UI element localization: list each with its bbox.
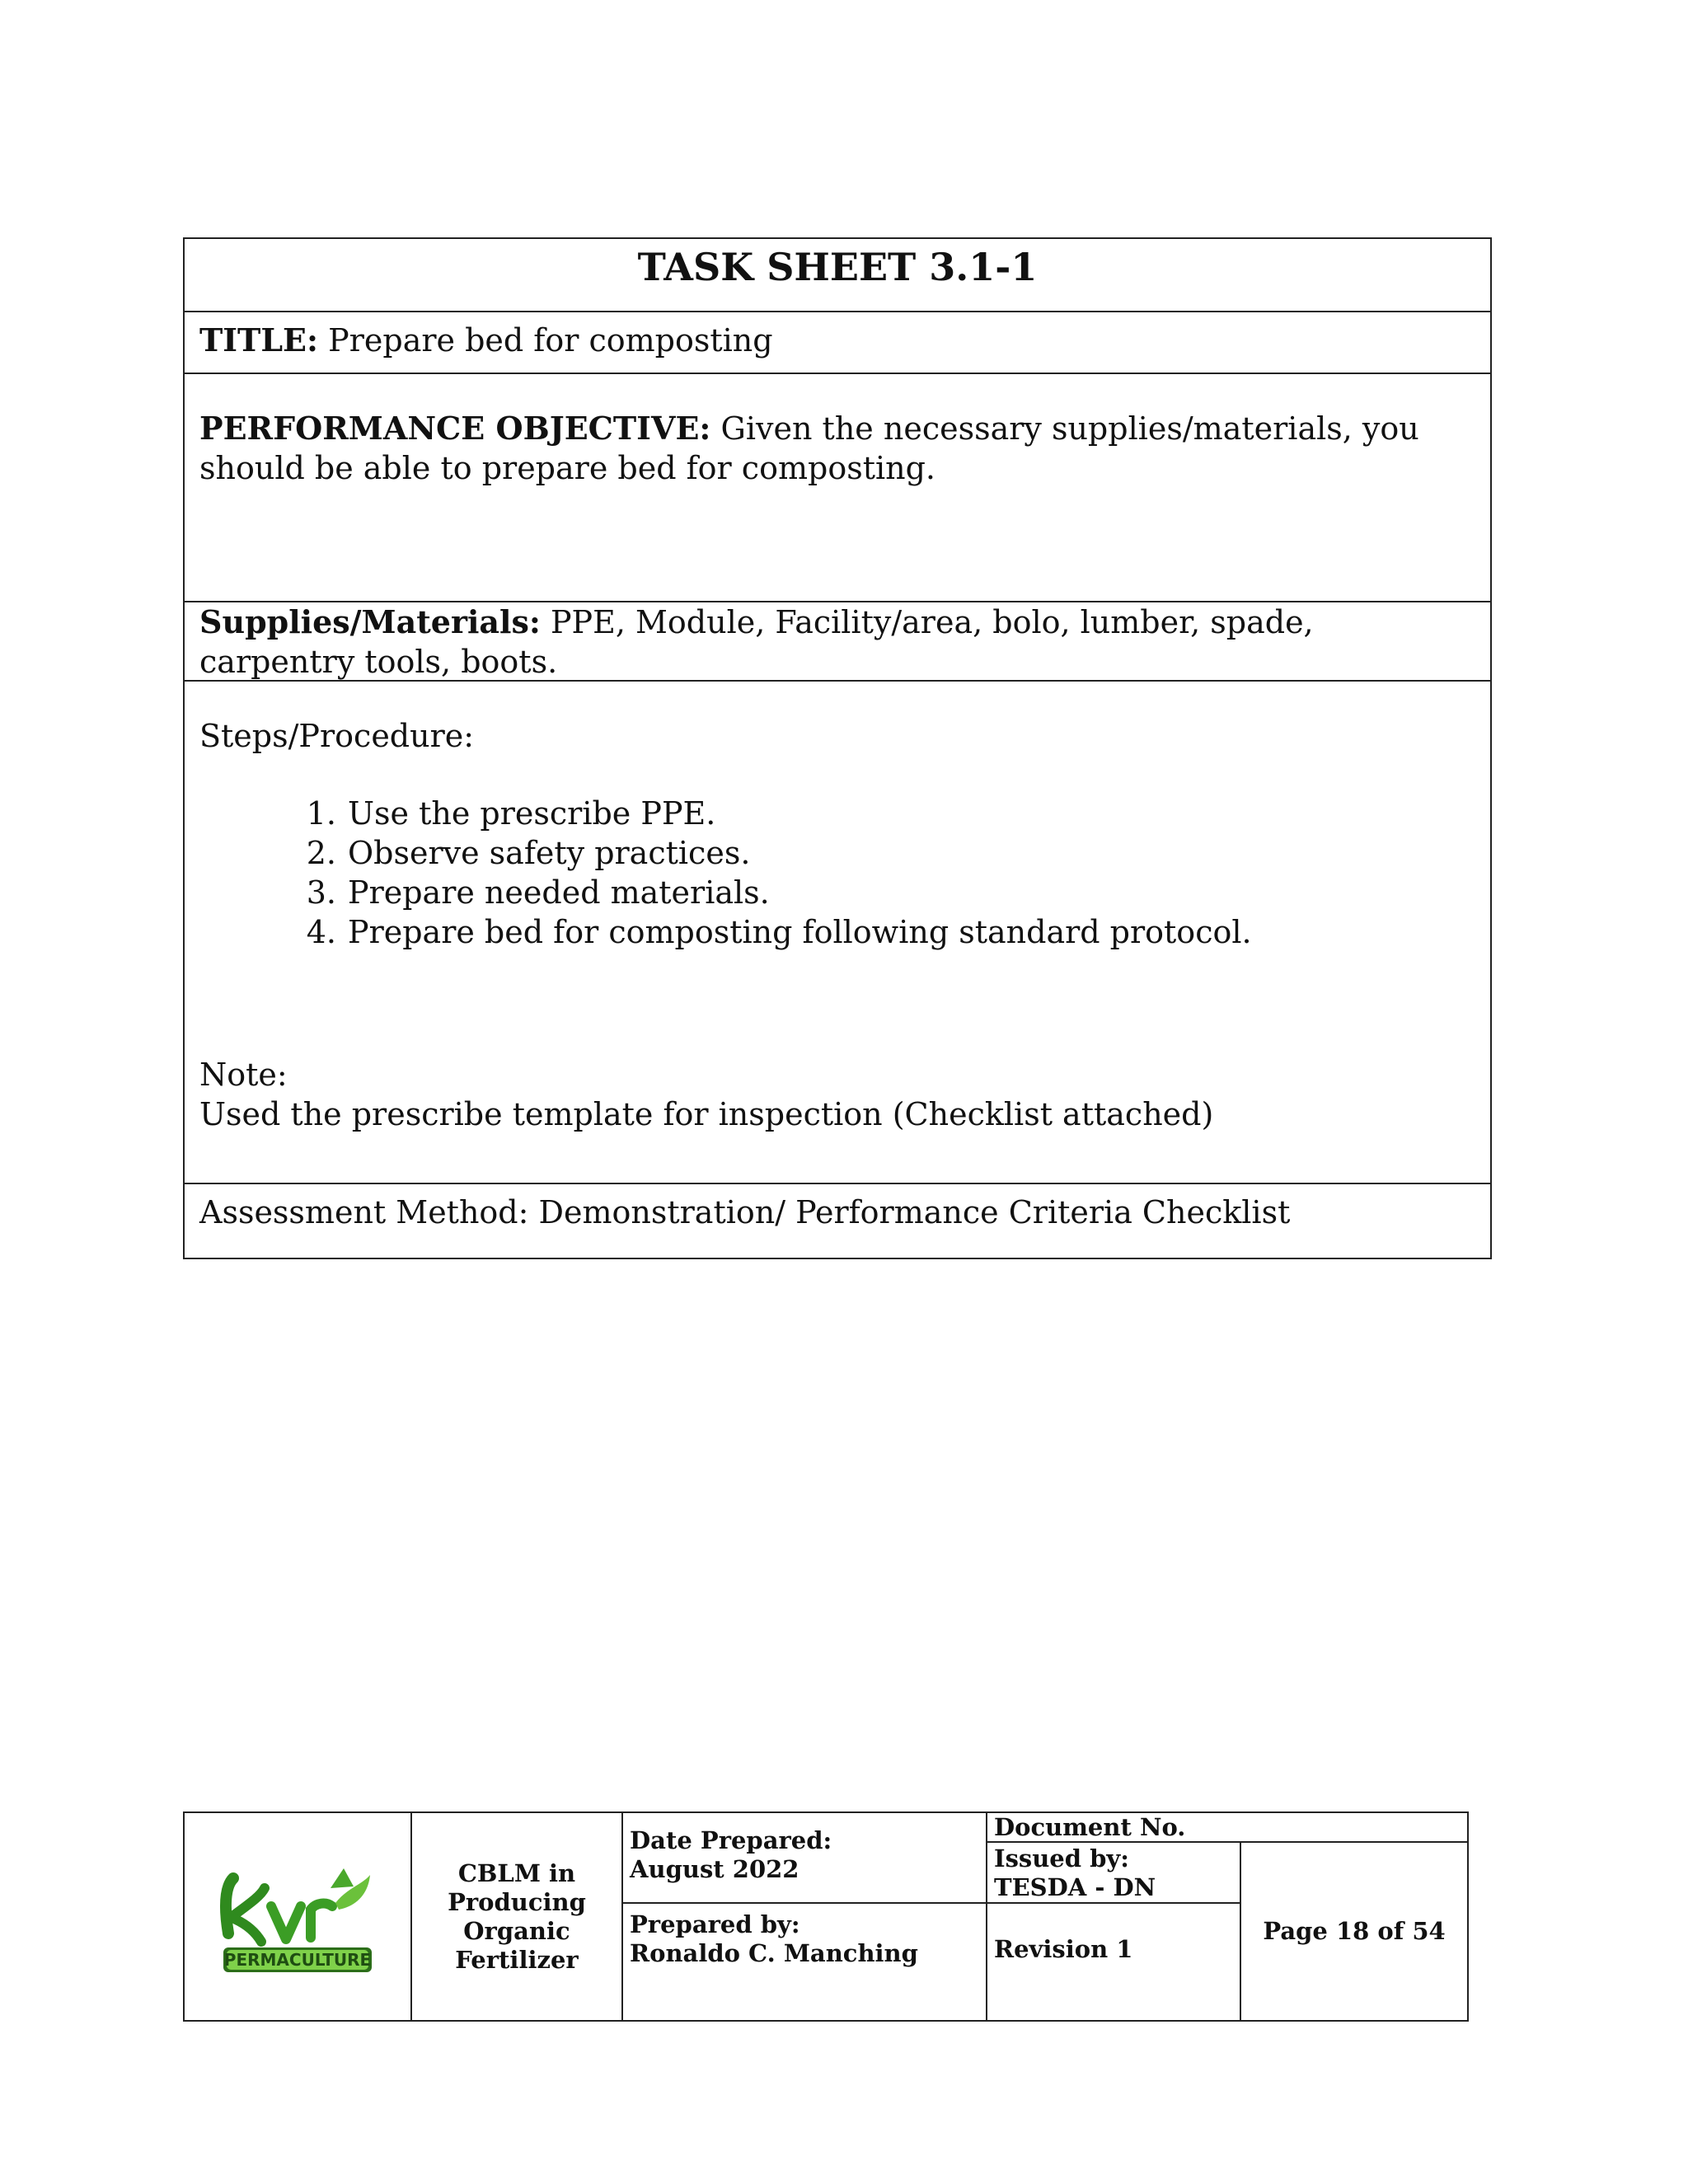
revision-label: Revision 1: [994, 1935, 1133, 1963]
title-row: [185, 312, 1490, 374]
cblm-line: Producing: [448, 1887, 586, 1916]
objective-label: PERFORMANCE OBJECTIVE:: [199, 410, 711, 447]
steps-row: [185, 682, 1490, 1184]
step-text: Prepare bed for composting following standard protocol.: [348, 914, 1252, 950]
title-label: TITLE:: [199, 321, 319, 359]
task-sheet-table: [183, 237, 1492, 1259]
steps-list: [199, 794, 1475, 952]
list-item: [199, 833, 1475, 873]
svg-text:PERMACULTURE: PERMACULTURE: [223, 1949, 372, 1970]
objective-text-line1: Given the necessary supplies/materials, you: [720, 410, 1419, 447]
step-number: 1.: [306, 795, 336, 832]
cblm-line: Fertilizer: [455, 1945, 579, 1974]
list-item: [199, 912, 1475, 952]
task-sheet-heading: TASK SHEET 3.1-1: [185, 239, 1490, 312]
date-prepared-label: Date Prepared:: [630, 1826, 832, 1854]
step-number: 2.: [306, 835, 336, 871]
step-number: 3.: [306, 874, 336, 911]
supplies-label: Supplies/Materials:: [199, 603, 541, 640]
issued-by-value: TESDA - DN: [994, 1873, 1156, 1901]
issued-by-cell: [994, 1844, 1233, 1902]
step-number: 4.: [306, 914, 336, 950]
objective-text-line2: should be able to prepare bed for composting.: [199, 450, 935, 486]
issued-by-label: Issued by:: [994, 1844, 1129, 1872]
kvr-logo-icon: [215, 1855, 380, 1979]
footer-divider: [621, 1813, 623, 2020]
steps-label: Steps/Procedure:: [199, 718, 475, 754]
list-item: [199, 794, 1475, 833]
cblm-title-cell: [412, 1813, 621, 2020]
cblm-line: Organic: [463, 1916, 570, 1945]
step-text: Prepare needed materials.: [348, 874, 770, 911]
title-value: Prepare bed for composting: [328, 322, 773, 359]
assessment-method-row: Assessment Method: Demonstration/ Performance Criteria Checklist: [199, 1194, 1291, 1230]
page-number: Page 18 of 54: [1263, 1917, 1446, 1945]
permaculture-logo: [185, 1813, 410, 2020]
footer-divider: [986, 1813, 987, 2020]
document-footer-table: [183, 1811, 1469, 2022]
document-number-label: Document No.: [994, 1813, 1186, 1841]
list-item: [199, 873, 1475, 912]
prepared-by-value: Ronaldo C. Manching: [630, 1939, 918, 1967]
prepared-by-label: Prepared by:: [630, 1910, 800, 1938]
step-text: Use the prescribe PPE.: [348, 795, 716, 832]
performance-objective-row: [185, 374, 1490, 602]
footer-divider: [621, 1902, 1240, 1904]
prepared-by-cell: [630, 1910, 984, 1968]
note-text: Used the prescribe template for inspection (Checklist attached): [199, 1096, 1214, 1132]
note-block: [199, 1055, 1213, 1134]
supplies-text-line1: PPE, Module, Facility/area, bolo, lumber, spade,: [550, 604, 1314, 640]
supplies-row: [185, 602, 1490, 682]
cblm-line: CBLM in: [457, 1858, 576, 1887]
date-prepared-cell: [630, 1826, 976, 1884]
date-prepared-value: August 2022: [630, 1855, 799, 1883]
step-text: Observe safety practices.: [348, 835, 751, 871]
supplies-text-line2: carpentry tools, boots.: [199, 644, 558, 680]
note-label: Note:: [199, 1057, 288, 1093]
